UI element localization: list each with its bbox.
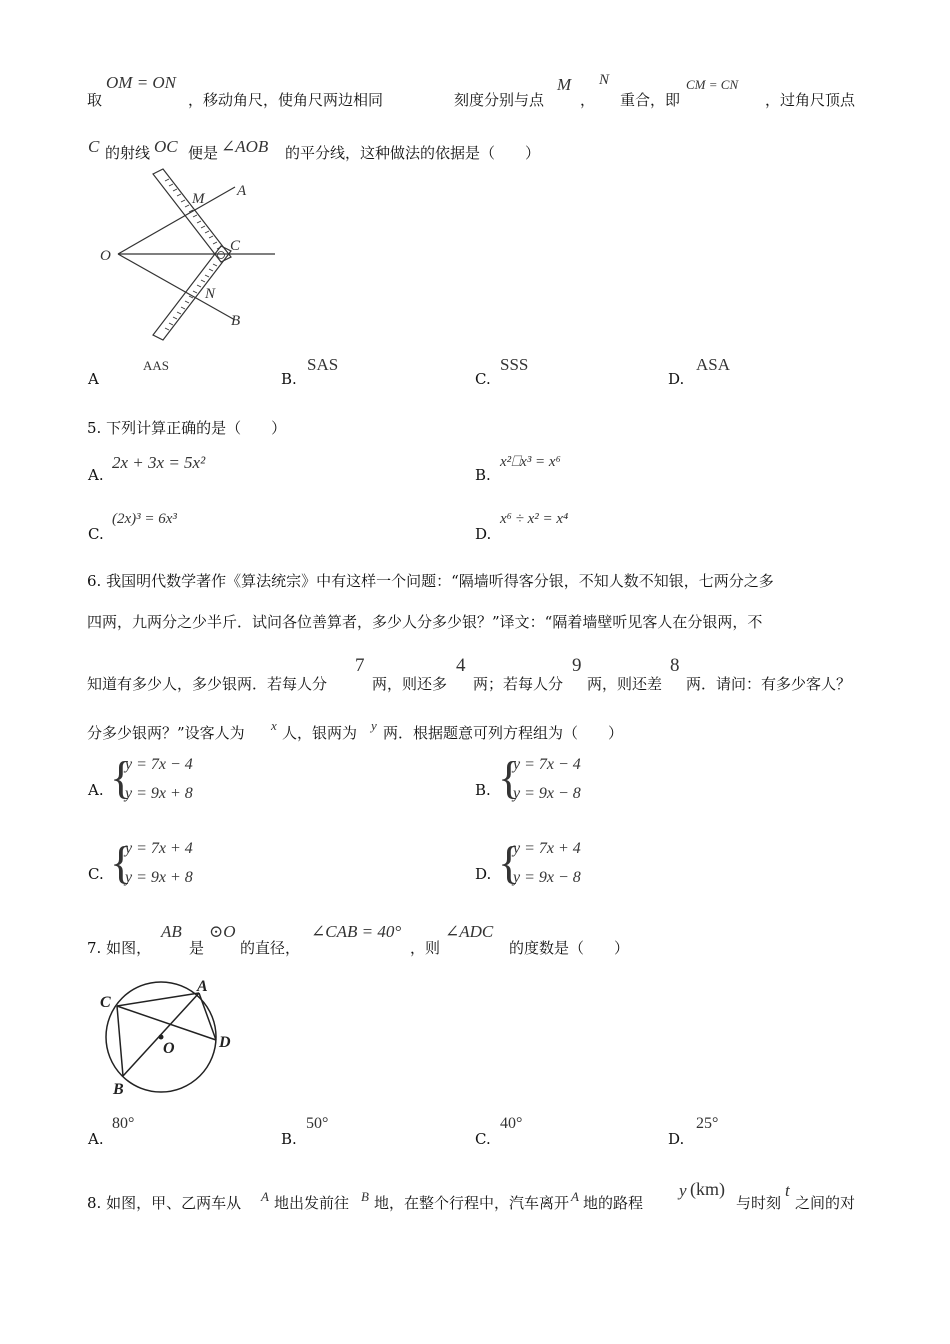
q7-option-c-value: 40° (500, 1115, 523, 1132)
q7-option-d-value: 25° (696, 1115, 719, 1132)
q4-text: 取 (87, 91, 103, 109)
q6-option-d-eq1: y = 7x + 4 (513, 840, 581, 857)
q6-text: 两；若每人分 (473, 675, 564, 693)
q6-option-d-eq2: y = 9x − 8 (513, 869, 581, 886)
q6-option-a-eq1: y = 7x − 4 (125, 756, 193, 773)
brace-icon: { (110, 752, 133, 803)
label-n: N (205, 286, 216, 302)
q4-math: OC (154, 137, 178, 156)
circle-figure (95, 975, 245, 1100)
q6-line1: 6. 我国明代数学著作《算法统宗》中有这样一个问题：“隔墙听得客分银，不知人数不知银，七两分之多 (87, 572, 774, 590)
q8-var: B (361, 1189, 369, 1204)
brace-icon: { (498, 752, 521, 803)
q6-option-b-letter: B. (475, 781, 491, 799)
chord-cd (117, 1006, 216, 1040)
q4-math: ∠AOB (221, 137, 269, 156)
q8-math: y (679, 1181, 687, 1200)
q4-text: 刻度分别与点 (454, 91, 545, 109)
brace-icon: { (498, 837, 521, 888)
q5-option-c-value: (2x)³ = 6x³ (112, 511, 177, 527)
q7-math: ∠ADC (445, 922, 494, 941)
q8-math-unit: (km) (690, 1179, 725, 1199)
q6-text: 两，则还差 (587, 675, 663, 693)
q4-option-c-letter: C. (475, 370, 491, 388)
q5-option-b-value: x²⎕x³ = x⁶ (500, 454, 561, 470)
q7-math: AB (161, 922, 182, 941)
label-o: O (100, 248, 111, 264)
q7-option-c-letter: C. (475, 1130, 491, 1148)
q7-text: 7. 如图， (87, 939, 152, 957)
q6-option-a-letter: A. (88, 781, 104, 799)
label-c: C (230, 238, 241, 254)
ray-ob (118, 254, 235, 320)
q5-option-d-value: x⁶ ÷ x² = x⁴ (500, 511, 569, 527)
q4-option-d-value: ASA (696, 355, 731, 374)
q4-option-d-letter: D. (668, 370, 685, 388)
q6-number: 4 (456, 655, 466, 676)
q4-math: C (88, 137, 100, 156)
q7-math: ∠CAB = 40° (311, 922, 402, 941)
q6-option-c-letter: C. (88, 865, 104, 883)
label-d: D (219, 1034, 231, 1051)
q6-option-b-eq2: y = 9x − 8 (513, 785, 581, 802)
q7-option-a-value: 80° (112, 1115, 135, 1132)
q6-option-c-eq2: y = 9x + 8 (125, 869, 193, 886)
q6-option-a-eq2: y = 9x + 8 (125, 785, 193, 802)
q7-option-d-letter: D. (668, 1130, 685, 1148)
chord-ad (199, 993, 216, 1040)
q8-var: A (261, 1189, 269, 1204)
q8-text: 8. 如图，甲、乙两车从 (87, 1194, 242, 1212)
q4-math: M (557, 75, 572, 94)
q4-text: ， (580, 91, 596, 109)
q4-option-b-letter: B. (281, 370, 297, 388)
q6-option-b-eq1: y = 7x − 4 (513, 756, 581, 773)
q4-math: OM = ON (106, 73, 177, 92)
q4-option-a-letter: A (88, 370, 99, 388)
angle-ruler-figure (95, 165, 285, 345)
q4-option-a-value: AAS (143, 358, 170, 373)
q6-text: 知道有多少人，多少银两．若每人分 (87, 675, 328, 693)
q7-option-a-letter: A. (88, 1130, 104, 1148)
q6-option-c-eq1: y = 7x + 4 (125, 840, 193, 857)
q7-text: 是 (189, 939, 205, 957)
q8-text: 地出发前往 (274, 1194, 350, 1212)
q4-text: 重合，即 (620, 91, 681, 109)
q8-var: A (571, 1189, 579, 1204)
label-c: C (100, 994, 111, 1011)
q6-text: 两，则还多 (372, 675, 448, 693)
q8-text: 地，在整个行程中，汽车离开 (374, 1194, 570, 1212)
q8-text: 与时刻 (736, 1194, 782, 1212)
q6-var: y (371, 718, 377, 733)
q4-text: 便是 (188, 144, 219, 162)
q6-text: 分多少银两？”设客人为 (87, 724, 245, 742)
q6-text: 人，银两为 (282, 724, 358, 742)
label-b: B (231, 313, 241, 329)
q7-text: ，则 (410, 939, 441, 957)
q8-text: 之间的对 (795, 1194, 856, 1212)
q6-number: 7 (355, 655, 365, 676)
ray-oa (118, 187, 235, 254)
q5-option-a-letter: A. (88, 466, 104, 484)
q6-text: 两．请问：有多少客人？ (686, 675, 852, 693)
q4-text: 的平分线，这种做法的依据是（ ） (285, 144, 541, 162)
label-a: A (197, 978, 208, 995)
chord-cb (117, 1006, 123, 1076)
q7-math: ⊙O (209, 922, 236, 941)
q6-option-d-letter: D. (475, 865, 492, 883)
q6-var: x (271, 718, 277, 733)
q6-number: 8 (670, 655, 680, 676)
q5-stem: 5. 下列计算正确的是（ ） (87, 419, 287, 437)
q5-option-d-letter: D. (475, 525, 492, 543)
q4-text: ，过角尺顶点 (765, 91, 856, 109)
label-a: A (237, 183, 247, 199)
q6-text: 两．根据题意可列方程组为（ ） (383, 724, 624, 742)
q4-math: N (599, 72, 610, 88)
label-o: O (163, 1040, 175, 1057)
q7-text: 的直径， (240, 939, 301, 957)
q4-option-c-value: SSS (500, 355, 529, 374)
q6-number: 9 (572, 655, 582, 676)
label-b: B (113, 1081, 124, 1098)
q4-text: 的射线 (105, 144, 151, 162)
q4-math: CM = CN (686, 77, 739, 92)
q4-text: ，移动角尺，使角尺两边相同 (188, 91, 384, 109)
q7-option-b-value: 50° (306, 1115, 329, 1132)
q5-option-c-letter: C. (88, 525, 104, 543)
q4-option-b-value: SAS (307, 355, 339, 374)
q5-option-a-value: 2x + 3x = 5x² (112, 453, 206, 472)
brace-icon: { (110, 837, 133, 888)
q8-text: 地的路程 (583, 1194, 644, 1212)
q7-text: 的度数是（ ） (509, 939, 630, 957)
center-dot (159, 1035, 164, 1040)
q7-option-b-letter: B. (281, 1130, 297, 1148)
q6-line2: 四两，九两分之少半斤．试问各位善算者，多少人分多少银？”译文：“隔着墙壁听见客人在分银两，不 (87, 613, 763, 631)
label-m: M (192, 191, 205, 207)
chord-ca (117, 993, 199, 1006)
q5-option-b-letter: B. (475, 466, 491, 484)
q8-math: t (785, 1181, 790, 1200)
